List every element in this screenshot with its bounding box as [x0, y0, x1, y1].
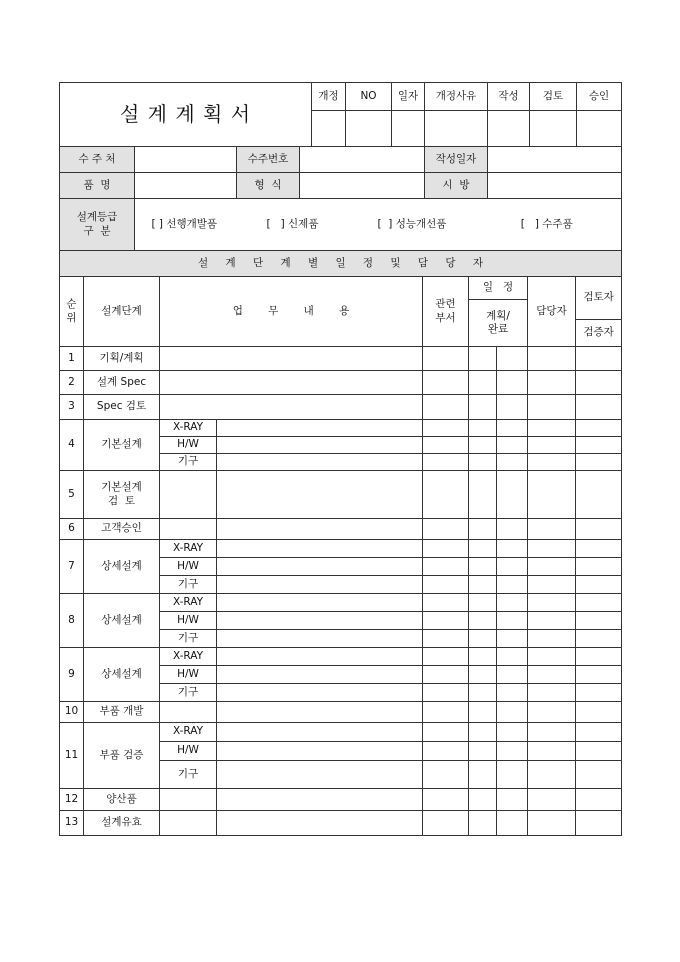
row-plan-cell[interactable] — [469, 648, 497, 666]
table-row — [60, 519, 622, 540]
approval-header-review: 검토 — [530, 83, 577, 111]
row-no: 8 — [60, 594, 84, 648]
revision-header-reason: 개정사유 — [425, 83, 488, 111]
row-sub-label: X-RAY — [160, 540, 217, 558]
row-reviewer-cell[interactable] — [576, 723, 622, 742]
spec-label: 시 방 — [425, 173, 488, 199]
row-content-cell[interactable] — [217, 558, 423, 576]
design-grade-label-line1: 설계등급 — [76, 211, 118, 224]
row-owner-cell[interactable] — [528, 811, 576, 836]
row-complete-cell[interactable] — [497, 789, 528, 811]
row-plan-cell[interactable] — [469, 723, 497, 742]
row-reviewer-cell[interactable] — [576, 742, 622, 761]
row-complete-cell[interactable] — [497, 684, 528, 702]
product-label: 품 명 — [60, 173, 135, 199]
row-owner-cell[interactable] — [528, 454, 576, 471]
row-sub-label: H/W — [160, 742, 217, 761]
row-stage: 기획/계획 — [84, 347, 160, 371]
row-stage-line1: 기본설계 — [101, 481, 142, 494]
document-title: 설 계 계 획 서 — [60, 83, 312, 147]
grade-option-order-label: [ ] 수주품 — [520, 217, 573, 230]
row-no: 7 — [60, 540, 84, 594]
row-plan-cell[interactable] — [469, 761, 497, 789]
row-stage: 상세설계 — [84, 540, 160, 594]
table-row — [60, 471, 622, 519]
row-reviewer-cell[interactable] — [576, 612, 622, 630]
row-plan-cell[interactable] — [469, 576, 497, 594]
row-reviewer-cell[interactable] — [576, 666, 622, 684]
design-grade-label-line2: 구 분 — [83, 224, 111, 237]
row-content-cell[interactable] — [217, 471, 423, 519]
grade-option-advanced-label: [ ] 선행개발품 — [151, 217, 218, 230]
row-reviewer-cell[interactable] — [576, 648, 622, 666]
row-plan-cell[interactable] — [469, 811, 497, 836]
row-content-cell[interactable] — [160, 395, 423, 420]
design-schedule-table — [59, 250, 622, 836]
row-plan-cell[interactable] — [469, 612, 497, 630]
row-dept-cell[interactable] — [423, 471, 469, 519]
dept-header-line1: 관련 — [435, 298, 456, 311]
row-no: 5 — [60, 471, 84, 519]
row-content-cell[interactable] — [217, 630, 423, 648]
design-grade-table — [59, 198, 622, 251]
row-complete-cell[interactable] — [497, 471, 528, 519]
order-no-label: 수주번호 — [237, 147, 300, 173]
table-row — [60, 811, 622, 836]
row-sub-label: 기구 — [160, 630, 217, 648]
row-sub-cell[interactable] — [160, 789, 217, 811]
seq-header — [60, 277, 84, 347]
row-content-cell[interactable] — [217, 576, 423, 594]
row-reviewer-cell[interactable] — [576, 347, 622, 371]
table-row — [60, 594, 622, 612]
row-complete-cell[interactable] — [497, 811, 528, 836]
row-reviewer-cell[interactable] — [576, 471, 622, 519]
row-no: 2 — [60, 371, 84, 395]
row-complete-cell[interactable] — [497, 576, 528, 594]
row-owner-cell[interactable] — [528, 742, 576, 761]
plan-header-line1: 계획/ — [486, 309, 510, 322]
row-owner-cell[interactable] — [528, 684, 576, 702]
row-sub-cell[interactable] — [160, 811, 217, 836]
row-content-cell[interactable] — [217, 811, 423, 836]
dept-header — [423, 277, 469, 347]
row-dept-cell[interactable] — [423, 395, 469, 420]
row-sub-label: 기구 — [160, 684, 217, 702]
order-no-field[interactable] — [300, 147, 425, 173]
row-stage: 부품 개발 — [84, 702, 160, 723]
row-sub-label: X-RAY — [160, 594, 217, 612]
row-content-cell[interactable] — [217, 540, 423, 558]
row-content-cell[interactable] — [217, 612, 423, 630]
type-label: 형 식 — [237, 173, 300, 199]
table-row — [60, 371, 622, 395]
row-content-cell[interactable] — [160, 347, 423, 371]
row-plan-cell[interactable] — [469, 471, 497, 519]
row-stage: 고객승인 — [84, 519, 160, 540]
row-content-cell[interactable] — [217, 723, 423, 742]
row-dept-cell[interactable] — [423, 723, 469, 742]
row-owner-cell[interactable] — [528, 395, 576, 420]
row-owner-cell[interactable] — [528, 519, 576, 540]
row-sub-cell[interactable] — [160, 519, 217, 540]
row-stage: 부품 검증 — [84, 723, 160, 789]
schedule-section-title: 설 계 단 계 별 일 정 및 담 당 자 — [60, 251, 622, 277]
row-owner-cell[interactable] — [528, 666, 576, 684]
row-dept-cell[interactable] — [423, 648, 469, 666]
row-plan-cell[interactable] — [469, 666, 497, 684]
row-sub-label: X-RAY — [160, 648, 217, 666]
row-owner-cell[interactable] — [528, 594, 576, 612]
row-owner-cell[interactable] — [528, 437, 576, 454]
approval-sign-author[interactable] — [488, 111, 530, 147]
row-sub-label: X-RAY — [160, 723, 217, 742]
row-sub-label: H/W — [160, 666, 217, 684]
row-dept-cell[interactable] — [423, 420, 469, 437]
row-complete-cell[interactable] — [497, 648, 528, 666]
row-dept-cell[interactable] — [423, 684, 469, 702]
row-content-cell[interactable] — [217, 789, 423, 811]
row-plan-cell[interactable] — [469, 684, 497, 702]
row-owner-cell[interactable] — [528, 420, 576, 437]
row-plan-cell[interactable] — [469, 371, 497, 395]
row-complete-cell[interactable] — [497, 347, 528, 371]
revision-header-date: 일자 — [392, 83, 425, 111]
row-owner-cell[interactable] — [528, 471, 576, 519]
project-info-table — [59, 146, 622, 199]
row-content-cell[interactable] — [217, 594, 423, 612]
revision-header-no: NO — [346, 83, 392, 111]
grade-option-new[interactable] — [234, 199, 352, 251]
row-dept-cell[interactable] — [423, 576, 469, 594]
row-dept-cell[interactable] — [423, 454, 469, 471]
spec-field[interactable] — [488, 173, 622, 199]
row-dept-cell[interactable] — [423, 742, 469, 761]
row-content-cell[interactable] — [160, 371, 423, 395]
grade-option-improved[interactable] — [352, 199, 473, 251]
row-dept-cell[interactable] — [423, 558, 469, 576]
revision-header-rev: 개정 — [312, 83, 346, 111]
row-reviewer-cell[interactable] — [576, 576, 622, 594]
row-reviewer-cell[interactable] — [576, 630, 622, 648]
row-sub-label: X-RAY — [160, 420, 217, 437]
row-complete-cell[interactable] — [497, 437, 528, 454]
table-row — [60, 702, 622, 723]
customer-label: 수 주 처 — [60, 147, 135, 173]
customer-field[interactable] — [135, 147, 237, 173]
verifier-header: 검증자 — [576, 320, 622, 347]
row-plan-cell[interactable] — [469, 395, 497, 420]
row-no: 12 — [60, 789, 84, 811]
row-complete-cell[interactable] — [497, 666, 528, 684]
row-complete-cell[interactable] — [497, 594, 528, 612]
table-row — [60, 789, 622, 811]
plan-complete-header — [469, 300, 528, 347]
row-no: 4 — [60, 420, 84, 471]
row-reviewer-cell[interactable] — [576, 437, 622, 454]
row-no: 9 — [60, 648, 84, 702]
row-reviewer-cell[interactable] — [576, 684, 622, 702]
row-content-cell[interactable] — [217, 420, 423, 437]
row-dept-cell[interactable] — [423, 347, 469, 371]
row-owner-cell[interactable] — [528, 347, 576, 371]
revision-cell-date[interactable] — [392, 111, 425, 147]
row-owner-cell[interactable] — [528, 702, 576, 723]
row-dept-cell[interactable] — [423, 811, 469, 836]
revision-cell-rev[interactable] — [312, 111, 346, 147]
row-plan-cell[interactable] — [469, 454, 497, 471]
row-dept-cell[interactable] — [423, 612, 469, 630]
row-stage: 상세설계 — [84, 594, 160, 648]
row-stage: 기본설계 — [84, 420, 160, 471]
row-reviewer-cell[interactable] — [576, 789, 622, 811]
row-content-cell[interactable] — [217, 702, 423, 723]
row-plan-cell[interactable] — [469, 594, 497, 612]
row-plan-cell[interactable] — [469, 630, 497, 648]
owner-header: 담당자 — [528, 277, 576, 347]
row-no: 13 — [60, 811, 84, 836]
row-complete-cell[interactable] — [497, 702, 528, 723]
row-complete-cell[interactable] — [497, 420, 528, 437]
row-plan-cell[interactable] — [469, 437, 497, 454]
revision-cell-no[interactable] — [346, 111, 392, 147]
row-dept-cell[interactable] — [423, 540, 469, 558]
approval-header-author: 작성 — [488, 83, 530, 111]
plan-header-line2: 완료 — [487, 323, 509, 335]
approval-sign-approve[interactable] — [577, 111, 622, 147]
row-plan-cell[interactable] — [469, 347, 497, 371]
row-reviewer-cell[interactable] — [576, 558, 622, 576]
table-row — [60, 395, 622, 420]
table-row — [60, 420, 622, 437]
row-owner-cell[interactable] — [528, 789, 576, 811]
table-row — [60, 648, 622, 666]
row-complete-cell[interactable] — [497, 742, 528, 761]
row-owner-cell[interactable] — [528, 558, 576, 576]
grade-option-order[interactable] — [473, 199, 622, 251]
row-owner-cell[interactable] — [528, 630, 576, 648]
row-owner-cell[interactable] — [528, 648, 576, 666]
row-dept-cell[interactable] — [423, 789, 469, 811]
grade-option-advanced[interactable] — [135, 199, 234, 251]
row-owner-cell[interactable] — [528, 371, 576, 395]
row-dept-cell[interactable] — [423, 630, 469, 648]
row-plan-cell[interactable] — [469, 789, 497, 811]
row-plan-cell[interactable] — [469, 420, 497, 437]
row-no: 1 — [60, 347, 84, 371]
row-dept-cell[interactable] — [423, 437, 469, 454]
row-content-cell[interactable] — [217, 666, 423, 684]
row-reviewer-cell[interactable] — [576, 811, 622, 836]
content-header: 업 무 내 용 — [160, 277, 423, 347]
row-stage — [84, 471, 160, 519]
row-stage: 설계유효 — [84, 811, 160, 836]
design-grade-label — [60, 199, 135, 251]
seq-header-line1: 순 — [66, 298, 77, 311]
row-sub-label: 기구 — [160, 761, 217, 789]
row-complete-cell[interactable] — [497, 371, 528, 395]
row-stage: 상세설계 — [84, 648, 160, 702]
schedule-header: 일 정 — [469, 277, 528, 300]
row-reviewer-cell[interactable] — [576, 519, 622, 540]
row-dept-cell[interactable] — [423, 702, 469, 723]
row-complete-cell[interactable] — [497, 540, 528, 558]
reviewer-header: 검토자 — [576, 277, 622, 320]
row-content-cell[interactable] — [217, 454, 423, 471]
row-reviewer-cell[interactable] — [576, 454, 622, 471]
row-sub-label: H/W — [160, 437, 217, 454]
grade-option-improved-label: [ ] 성능개선품 — [377, 217, 447, 230]
row-dept-cell[interactable] — [423, 761, 469, 789]
row-plan-cell[interactable] — [469, 558, 497, 576]
row-owner-cell[interactable] — [528, 576, 576, 594]
row-dept-cell[interactable] — [423, 666, 469, 684]
row-dept-cell[interactable] — [423, 519, 469, 540]
document-header-table — [59, 82, 622, 147]
row-reviewer-cell[interactable] — [576, 371, 622, 395]
row-owner-cell[interactable] — [528, 723, 576, 742]
row-complete-cell[interactable] — [497, 454, 528, 471]
row-sub-label: H/W — [160, 612, 217, 630]
row-owner-cell[interactable] — [528, 612, 576, 630]
row-reviewer-cell[interactable] — [576, 594, 622, 612]
row-content-cell[interactable] — [217, 519, 423, 540]
row-plan-cell[interactable] — [469, 540, 497, 558]
row-stage-line2: 검 토 — [108, 494, 135, 507]
row-owner-cell[interactable] — [528, 761, 576, 789]
row-dept-cell[interactable] — [423, 371, 469, 395]
row-sub-label: 기구 — [160, 576, 217, 594]
row-reviewer-cell[interactable] — [576, 395, 622, 420]
row-content-cell[interactable] — [217, 742, 423, 761]
stage-header: 설계단계 — [84, 277, 160, 347]
table-row — [60, 723, 622, 742]
row-plan-cell[interactable] — [469, 519, 497, 540]
row-content-cell[interactable] — [217, 648, 423, 666]
approval-sign-review[interactable] — [530, 111, 577, 147]
type-field[interactable] — [300, 173, 425, 199]
row-content-cell[interactable] — [217, 437, 423, 454]
row-content-cell[interactable] — [217, 684, 423, 702]
row-plan-cell[interactable] — [469, 702, 497, 723]
row-sub-cell[interactable] — [160, 471, 217, 519]
row-content-cell[interactable] — [217, 761, 423, 789]
row-sub-label: H/W — [160, 558, 217, 576]
approval-header-approve: 승인 — [577, 83, 622, 111]
row-complete-cell[interactable] — [497, 558, 528, 576]
date-field[interactable] — [488, 147, 622, 173]
row-reviewer-cell[interactable] — [576, 702, 622, 723]
row-reviewer-cell[interactable] — [576, 540, 622, 558]
row-stage: 설계 Spec — [84, 371, 160, 395]
row-plan-cell[interactable] — [469, 742, 497, 761]
grade-option-new-label: [ ] 신제품 — [266, 217, 319, 230]
row-complete-cell[interactable] — [497, 723, 528, 742]
row-complete-cell[interactable] — [497, 612, 528, 630]
seq-header-line2: 위 — [66, 311, 77, 324]
table-row — [60, 347, 622, 371]
row-complete-cell[interactable] — [497, 519, 528, 540]
row-sub-cell[interactable] — [160, 702, 217, 723]
row-no: 6 — [60, 519, 84, 540]
row-reviewer-cell[interactable] — [576, 420, 622, 437]
revision-cell-reason[interactable] — [425, 111, 488, 147]
row-owner-cell[interactable] — [528, 540, 576, 558]
row-stage: Spec 검토 — [84, 395, 160, 420]
row-complete-cell[interactable] — [497, 395, 528, 420]
product-field[interactable] — [135, 173, 237, 199]
row-reviewer-cell[interactable] — [576, 761, 622, 789]
table-row — [60, 540, 622, 558]
row-no: 11 — [60, 723, 84, 789]
row-sub-label: 기구 — [160, 454, 217, 471]
row-no: 10 — [60, 702, 84, 723]
row-stage: 양산품 — [84, 789, 160, 811]
row-complete-cell[interactable] — [497, 761, 528, 789]
row-no: 3 — [60, 395, 84, 420]
row-complete-cell[interactable] — [497, 630, 528, 648]
date-label: 작성일자 — [425, 147, 488, 173]
row-dept-cell[interactable] — [423, 594, 469, 612]
dept-header-line2: 부서 — [435, 311, 456, 324]
